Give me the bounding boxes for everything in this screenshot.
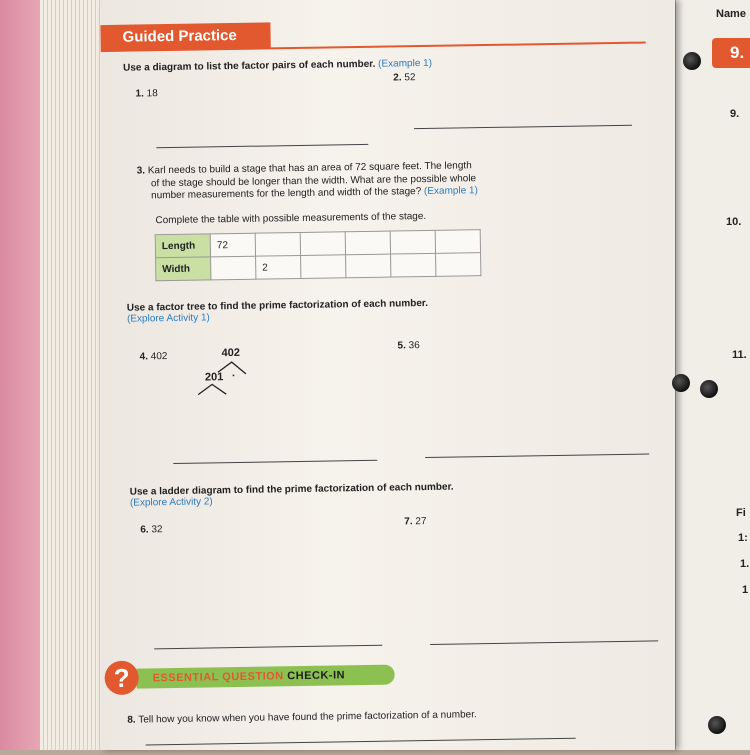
q3-prompt: [137, 160, 478, 203]
q3-number: 3.: [136, 165, 146, 177]
q2-number: 2.: [393, 72, 402, 84]
width-cell-4[interactable]: [346, 254, 391, 278]
table-caption: Complete the table with possible measurements of the stage.: [155, 210, 427, 227]
q7-answer-line[interactable]: [430, 640, 658, 645]
q1-number: 1.: [135, 88, 144, 100]
eq-word-question: QUESTION: [222, 670, 284, 684]
right-page-badge: 9.: [712, 38, 750, 68]
section3-ref: (Explore Activity 2): [129, 496, 213, 509]
q1-value: 18: [146, 88, 158, 100]
q4-number: 4.: [139, 351, 149, 363]
q5-answer-line[interactable]: [425, 454, 649, 459]
q2-value: 52: [404, 72, 416, 84]
q3-line-1: Karl needs to build a stage that has an area of 72 square feet. The length: [147, 160, 472, 177]
right-item-1b: 1.: [740, 558, 750, 570]
q8-answer-line[interactable]: [146, 738, 576, 746]
q2: [393, 72, 415, 83]
right-item-1c: 1: [742, 584, 749, 596]
q3-ref: (Example 1): [423, 185, 478, 198]
q3-line-2: of the stage should be longer than the width. What are the possible whole: [150, 172, 477, 189]
q3-line-3: number measurements for the length and width of the stage?: [151, 186, 422, 202]
q4: [140, 351, 168, 362]
section2-instruction-text: Use a factor tree to find the prime factorization of each number.: [126, 297, 429, 314]
name-label: Name: [716, 8, 746, 20]
width-cell-5[interactable]: [391, 253, 436, 277]
q1: [135, 88, 157, 99]
section1-instruction: [123, 58, 432, 74]
length-cell-5[interactable]: [390, 230, 435, 254]
q7: [404, 516, 426, 527]
section2-ref: (Explore Activity 1): [126, 312, 210, 325]
guided-practice-banner: Guided Practice: [100, 22, 270, 51]
section1-ref: (Example 1): [378, 57, 433, 70]
tree-root: 402: [221, 346, 241, 360]
section3-instruction-text: Use a ladder diagram to find the prime factorization of each number.: [129, 481, 454, 498]
q5-value: 36: [408, 340, 420, 352]
q2-answer-line[interactable]: [414, 125, 632, 129]
section3-instruction: [130, 482, 454, 509]
right-item-1a: 1:: [738, 532, 748, 544]
q5-number: 5.: [397, 340, 406, 352]
q6: [140, 524, 162, 535]
width-cell-2[interactable]: 2: [256, 255, 301, 279]
length-cell-2[interactable]: [255, 232, 300, 256]
q1-answer-line[interactable]: [156, 144, 368, 148]
q6-number: 6.: [140, 524, 149, 536]
section2-instruction: [127, 298, 428, 325]
eq-word-checkin: CHECK-IN: [287, 669, 346, 683]
essential-question-title: [153, 666, 346, 687]
right-item-11: 11.: [732, 349, 747, 361]
q8-number: 8.: [127, 714, 136, 726]
width-cell-1[interactable]: [211, 256, 256, 280]
length-label: Length: [155, 234, 210, 258]
q5: [397, 340, 419, 351]
q7-number: 7.: [404, 516, 413, 528]
stage-table: [155, 229, 482, 281]
question-mark-icon: ?: [104, 661, 139, 696]
q4-answer-line[interactable]: [173, 460, 377, 464]
section1-instruction-text: Use a diagram to list the factor pairs of each number.: [122, 58, 376, 74]
right-item-9: 9.: [730, 108, 740, 120]
width-cell-6[interactable]: [436, 253, 481, 277]
length-cell-6[interactable]: [435, 230, 480, 254]
q8: [127, 709, 477, 725]
width-label: Width: [156, 257, 211, 281]
q4-value: 402: [150, 351, 168, 363]
length-cell-1[interactable]: 72: [210, 233, 255, 257]
q8-text: Tell how you know when you have found the prime factorization of a number.: [138, 709, 477, 726]
right-item-10: 10.: [726, 216, 742, 228]
q7-value: 27: [415, 516, 427, 528]
length-cell-3[interactable]: [300, 232, 345, 256]
width-row: [156, 253, 481, 281]
length-cell-4[interactable]: [345, 231, 390, 255]
width-cell-3[interactable]: [301, 255, 346, 279]
tree-node-201: 201: [204, 371, 224, 384]
tree-dot: ·: [231, 370, 236, 383]
q6-answer-line[interactable]: [154, 645, 382, 650]
eq-word-essential: ESSENTIAL: [152, 671, 219, 685]
right-item-fi: Fi: [736, 507, 746, 519]
q6-value: 32: [151, 524, 163, 536]
